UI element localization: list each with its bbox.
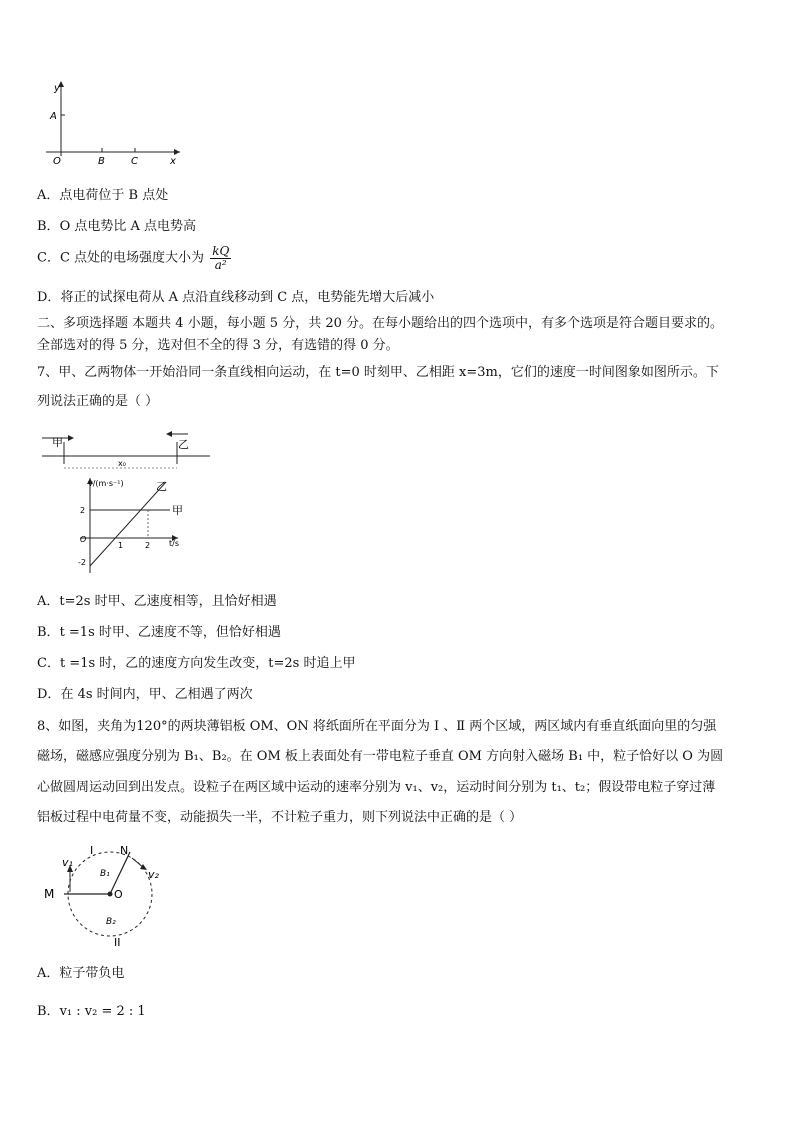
q8-stem-line-2: 磁场，磁感应强度分别为 B₁、B₂。在 OM 板上表面处有一带电粒子垂直 OM 方向射入磁场 B₁ 中，粒子恰好以 O 为圆	[37, 749, 724, 764]
label-n: N	[120, 844, 129, 857]
fraction-denominator: a²	[214, 258, 227, 272]
option-label: C．	[37, 250, 60, 266]
option-label: B．	[37, 219, 60, 234]
fraction-numerator: kQ	[212, 244, 230, 258]
option-label: C．	[37, 656, 60, 671]
option-text: t =1s 时，乙的速度方向发生改变，t=2s 时追上甲	[59, 656, 356, 671]
option-text: O 点电势比 A 点电势高	[59, 219, 197, 234]
q8-stem-line-1: 8、如图，夹角为120°的两块薄铝板 OM、ON 将纸面所在平面分为 Ⅰ 、Ⅱ 两个区域，两区域内有垂直纸面向里的匀强	[37, 719, 717, 734]
center-o-dot	[108, 892, 113, 897]
q8-stem-line-4: 铝板过程中电荷量不变，动能损失一半，不计粒子重力，则下列说法中正确的是（ ）	[37, 810, 523, 825]
option-label: A．	[37, 594, 60, 609]
label-v1: v₁	[62, 856, 73, 869]
tick-label-minus-2: -2	[78, 558, 86, 567]
label-o: O	[114, 888, 123, 901]
tick-label-t1: 1	[118, 541, 124, 550]
option-text: 将正的试探电荷从 A 点沿直线移动到 C 点，电势能先增大后减小	[60, 290, 435, 305]
section-2-line-1: 二、多项选择题 本题共 4 小题，每小题 5 分，共 20 分。在每小题给出的四个选项中，有多个选项是符合题目要求的。	[37, 316, 724, 331]
tick-label-t2: 2	[145, 541, 151, 550]
q6-option-d	[37, 290, 434, 306]
q7-option-b	[37, 625, 281, 641]
x-axis-arrow	[174, 149, 180, 155]
label-line-yi: 乙	[156, 480, 167, 493]
q7-option-a	[37, 594, 277, 610]
label-yi: 乙	[178, 438, 189, 451]
label-o: O	[53, 156, 61, 167]
q8-stem-line-3: 心做圆周运动回到出发点。设粒子在两区域中运动的速率分别为 v₁、v₂，运动时间分别为 t₁、t₂；假设带电粒子穿过薄	[37, 780, 716, 795]
label-x0: x₀	[118, 459, 126, 468]
label-line-jia: 甲	[172, 504, 183, 517]
label-v2: v₂	[148, 868, 159, 881]
label-m: M	[44, 887, 55, 901]
yi-arrowhead	[166, 431, 172, 437]
q7-option-d	[37, 687, 253, 703]
label-v-axis: v/(m·s⁻¹)	[88, 479, 124, 488]
option-text: 点电荷位于 B 点处	[59, 188, 169, 203]
q6-option-c	[37, 245, 231, 272]
option-label: D．	[37, 687, 61, 702]
figure-axes-abc	[40, 78, 200, 170]
option-label: B．	[37, 1004, 60, 1019]
option-text: C 点处的电场强度大小为	[59, 250, 205, 266]
q6-option-a	[37, 188, 168, 204]
jia-arrowhead	[68, 435, 74, 441]
section-2-line-2: 全部选对的得 5 分，选对但不全的得 3 分，有选错的得 0 分。	[37, 338, 399, 353]
option-label: A．	[37, 966, 60, 981]
label-b2: B₂	[106, 917, 116, 927]
label-x: x	[170, 156, 176, 167]
option-text: t =1s 时甲、乙速度不等，但恰好相遇	[59, 625, 281, 640]
tick-label-2: 2	[80, 506, 86, 515]
label-b: B	[98, 156, 105, 167]
label-c: C	[131, 156, 138, 167]
label-region-ii: II	[114, 936, 121, 949]
option-label: D．	[37, 290, 61, 305]
fraction-kq-over-a2	[210, 245, 231, 272]
option-text: v₁ : v₂ = 2 : 1	[59, 1004, 146, 1019]
option-text: 粒子带负电	[59, 966, 125, 981]
label-jia: 甲	[52, 436, 63, 449]
label-t-axis: t/s	[169, 539, 179, 548]
label-y: y	[54, 83, 60, 94]
q7-stem-line-1: 7、甲、乙两物体一开始沿同一条直线相向运动，在 t=0 时刻甲、乙相距 x=3m，它们的速度一时间图象如图所示。下	[37, 365, 719, 380]
line-yi	[90, 482, 166, 566]
figure-q7-vt-graph	[38, 428, 218, 578]
figure-q8-magnetic-regions	[40, 838, 180, 950]
label-region-i: I	[90, 844, 94, 857]
option-text: 在 4s 时间内，甲、乙相遇了两次	[60, 687, 253, 702]
q7-option-c	[37, 656, 355, 672]
label-b1: B₁	[100, 869, 110, 879]
q8-option-b	[37, 1004, 146, 1020]
q7-stem-line-2: 列说法正确的是（ ）	[37, 394, 159, 409]
q8-option-a	[37, 966, 124, 982]
option-label: A．	[37, 188, 60, 203]
option-label: B．	[37, 625, 60, 640]
label-a: A	[50, 111, 57, 122]
tick-label-o: O	[80, 535, 87, 544]
option-text: t=2s 时甲、乙速度相等，且恰好相遇	[59, 594, 277, 609]
q6-option-b	[37, 219, 196, 235]
